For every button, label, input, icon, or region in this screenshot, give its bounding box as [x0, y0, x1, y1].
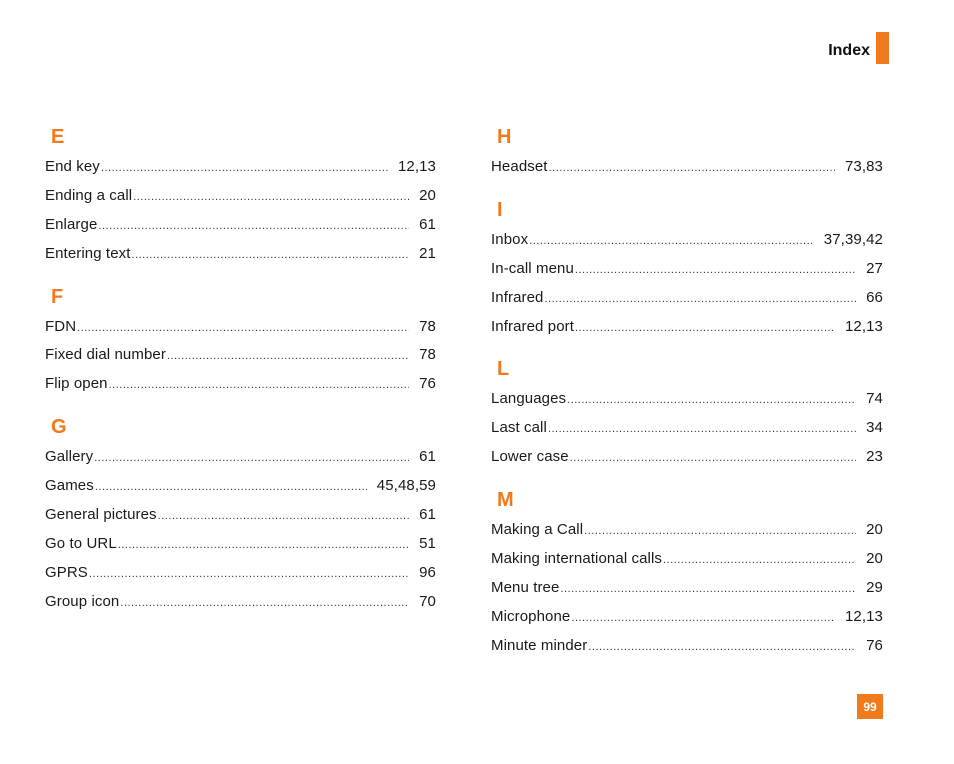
index-term: Gallery	[45, 448, 94, 466]
index-page-refs: 45,48,59	[376, 477, 436, 495]
section-letter: M	[497, 489, 514, 512]
index-entry	[45, 564, 436, 593]
dot-leader	[570, 452, 856, 464]
index-page-refs: 20	[866, 521, 883, 539]
dot-leader	[545, 293, 857, 305]
section-letter: I	[497, 198, 503, 221]
index-term: Headset	[491, 158, 548, 175]
index-page-refs: 61	[419, 448, 436, 466]
index-entry	[491, 318, 883, 347]
index-page-refs: 78	[419, 317, 436, 335]
dot-leader	[118, 539, 409, 551]
dot-leader	[575, 264, 856, 276]
dot-leader	[571, 612, 835, 624]
dot-leader	[132, 249, 410, 261]
index-entry	[491, 231, 883, 260]
dot-leader	[575, 322, 835, 334]
index-page-refs: 23	[866, 448, 883, 466]
index-entry	[45, 158, 436, 187]
index-term: Entering text	[45, 244, 131, 262]
index-entry	[491, 260, 883, 289]
index-entry	[45, 216, 436, 245]
dot-leader	[560, 583, 856, 595]
index-entry	[491, 550, 883, 579]
index-page-refs: 29	[866, 578, 883, 596]
dot-leader	[120, 597, 409, 609]
index-page-refs: 78	[419, 346, 436, 364]
section-letter: H	[497, 126, 512, 148]
index-page-refs: 34	[866, 419, 883, 437]
index-term: Making a Call	[491, 521, 584, 539]
index-entry	[491, 448, 883, 477]
index-page-refs: 27	[866, 259, 883, 277]
dot-leader	[98, 220, 409, 232]
index-term: Games	[45, 477, 94, 495]
index-entry	[45, 346, 436, 375]
dot-leader	[529, 235, 814, 247]
index-term: Last call	[491, 419, 547, 437]
dot-leader	[158, 510, 409, 522]
dot-leader	[94, 452, 409, 464]
index-term: Inbox	[491, 230, 529, 248]
index-page-refs: 76	[419, 375, 436, 393]
index-entry	[45, 477, 436, 506]
dot-leader	[109, 379, 410, 391]
index-entry	[45, 448, 436, 477]
section-letter: F	[51, 285, 64, 308]
header-accent-tab	[876, 32, 889, 64]
index-section-f	[45, 278, 436, 405]
page-header-title: Index	[828, 42, 870, 59]
section-letter: E	[51, 126, 65, 148]
index-term: Group icon	[45, 592, 120, 610]
index-page-refs: 96	[419, 563, 436, 581]
dot-leader	[95, 481, 367, 493]
dot-leader	[588, 641, 856, 653]
index-page-refs: 76	[866, 636, 883, 654]
index-term: Flip open	[45, 375, 108, 393]
index-page-refs: 12,13	[397, 158, 436, 175]
index-entry	[45, 593, 436, 622]
index-page-refs: 20	[419, 186, 436, 204]
index-term: GPRS	[45, 563, 88, 581]
dot-leader	[548, 423, 856, 435]
index-page-refs: 61	[419, 506, 436, 524]
index-page-refs: 70	[419, 592, 436, 610]
index-entry	[45, 535, 436, 564]
index-section-i	[491, 191, 883, 347]
section-letter: G	[51, 416, 67, 439]
index-entry	[491, 390, 883, 419]
index-column-right	[491, 118, 883, 670]
index-term: Enlarge	[45, 215, 98, 233]
index-term: Fixed dial number	[45, 346, 166, 364]
dot-leader	[567, 394, 856, 406]
index-term: Ending a call	[45, 186, 133, 204]
index-term: Go to URL	[45, 534, 117, 552]
index-page-refs: 21	[419, 244, 436, 262]
page-number-badge: 99	[857, 694, 883, 719]
dot-leader	[663, 554, 856, 566]
index-term: Infrared port	[491, 317, 575, 335]
dot-leader	[77, 322, 409, 334]
index-entry	[491, 637, 883, 666]
index-page-refs: 73,83	[844, 158, 883, 175]
index-term: General pictures	[45, 506, 157, 524]
index-term: Making international calls	[491, 550, 663, 568]
index-section-l	[491, 350, 883, 477]
index-entry	[45, 318, 436, 347]
index-term: Microphone	[491, 607, 571, 625]
index-term: End key	[45, 158, 100, 175]
index-page-refs: 51	[419, 534, 436, 552]
index-entry	[45, 506, 436, 535]
index-entry	[491, 289, 883, 318]
dot-leader	[549, 162, 835, 174]
index-entry	[45, 187, 436, 216]
index-term: Menu tree	[491, 578, 560, 596]
dot-leader	[101, 162, 388, 174]
index-entry	[45, 245, 436, 274]
index-page-refs: 12,13	[844, 317, 883, 335]
index-page-refs: 37,39,42	[823, 230, 883, 248]
dot-leader	[584, 525, 856, 537]
dot-leader	[167, 350, 409, 362]
dot-leader	[133, 191, 409, 203]
index-term: Lower case	[491, 448, 569, 466]
index-term: In-call menu	[491, 259, 574, 277]
index-entry	[491, 158, 883, 187]
index-term: Languages	[491, 390, 567, 408]
index-page-refs: 61	[419, 215, 436, 233]
index-entry	[491, 608, 883, 637]
index-entry	[491, 419, 883, 448]
index-section-e	[45, 118, 436, 274]
index-page-refs: 12,13	[844, 607, 883, 625]
index-term: FDN	[45, 317, 77, 335]
index-entry	[491, 579, 883, 608]
index-section-h	[491, 118, 883, 187]
index-column-left	[45, 118, 436, 626]
index-page-refs: 66	[866, 288, 883, 306]
section-letter: L	[497, 358, 510, 381]
dot-leader	[89, 568, 409, 580]
index-term: Infrared	[491, 288, 544, 306]
index-section-g	[45, 408, 436, 621]
index-section-m	[491, 481, 883, 665]
index-page-refs: 74	[866, 390, 883, 408]
index-term: Minute minder	[491, 636, 588, 654]
index-entry	[491, 521, 883, 550]
index-entry	[45, 375, 436, 404]
index-page-refs: 20	[866, 550, 883, 568]
